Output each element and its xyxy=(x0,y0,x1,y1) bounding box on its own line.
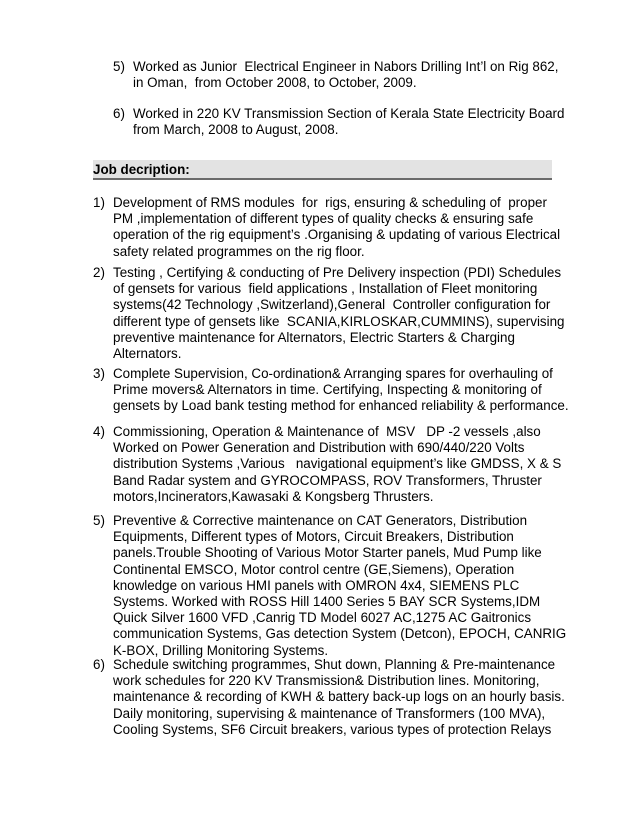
text-line: Worked on Power Generation and Distribution with 690/440/220 Volts xyxy=(113,440,525,456)
text-line: communication Systems, Gas detection System (Detcon), EPOCH, CANRIG xyxy=(113,626,567,642)
text-line: PM ,implementation of different types of quality checks & ensuring safe xyxy=(113,211,534,227)
list-number: 5) xyxy=(113,59,125,74)
list-number: 6) xyxy=(93,657,105,672)
list-number: 4) xyxy=(93,424,105,439)
text-line: Testing , Certifying & conducting of Pre Delivery inspection (PDI) Schedules xyxy=(113,265,562,280)
text-line: work schedules for 220 KV Transmission& Distribution lines. Monitoring, xyxy=(113,673,540,689)
job-description-heading-bar xyxy=(93,160,552,180)
text-line: Worked in 220 KV Transmission Section of Kerala State Electricity Board xyxy=(133,106,565,121)
text-line: preventive maintenance for Alternators, Electric Starters & Charging xyxy=(113,329,515,345)
text-line: Commissioning, Operation & Maintenance of MSV DP -2 vessels ,also xyxy=(113,424,541,439)
text-line: Preventive & Corrective maintenance on CAT Generators, Distribution xyxy=(113,513,528,528)
text-line: Prime movers& Alternators in time. Certifying, Inspecting & monitoring of xyxy=(113,382,542,398)
experience-text xyxy=(133,106,564,138)
text-line: Systems. Worked with ROSS Hill 1400 Series 5 BAY SCR Systems,IDM xyxy=(113,594,541,610)
text-line: Worked as Junior Electrical Engineer in Nabors Drilling Int’l on Rig 862, xyxy=(133,59,559,74)
text-line: gensets by Load bank testing method for enhanced reliability & performance. xyxy=(113,398,569,414)
text-line: Cooling Systems, SF6 Circuit breakers, various types of protection Relays xyxy=(113,721,552,737)
job-item-text xyxy=(113,657,565,738)
text-line: distribution Systems ,Various navigational equipment’s like GMDSS, X & S xyxy=(113,456,562,472)
job-item-text xyxy=(113,265,564,362)
experience-text xyxy=(133,59,558,91)
text-line: Schedule switching programmes, Shut down, Planning & Pre-maintenance xyxy=(113,657,556,672)
job-item-text xyxy=(113,195,560,260)
list-number: 2) xyxy=(93,265,105,280)
text-line: Complete Supervision, Co-ordination& Arranging spares for overhauling of xyxy=(113,366,553,381)
text-line: systems(42 Technology ,Switzerland),General Controller configuration for xyxy=(113,297,551,313)
text-line: safety related programmes on the rig floor. xyxy=(113,243,365,259)
text-line: knowledge on various HMI panels with OMRON 4x4, SIEMENS PLC xyxy=(113,577,520,593)
text-line: Daily monitoring, supervising & maintenance of Transformers (100 MVA), xyxy=(113,705,546,721)
text-line: panels.Trouble Shooting of Various Motor Starter panels, Mud Pump like xyxy=(113,545,542,561)
text-line: motors,Incinerators,Kawasaki & Kongsberg Thrusters. xyxy=(113,488,434,504)
list-number: 1) xyxy=(93,195,105,210)
text-line: Development of RMS modules for rigs, ensuring & scheduling of proper xyxy=(113,195,547,210)
text-line: different type of gensets like SCANIA,KIRLOSKAR,CUMMINS), supervising xyxy=(113,313,565,329)
text-line: maintenance & recording of KWH & battery back-up logs on an hourly basis. xyxy=(113,689,565,705)
text-line: Band Radar system and GYROCOMPASS, ROV Transformers, Thruster xyxy=(113,472,542,488)
list-number: 6) xyxy=(113,106,125,121)
text-line: operation of the rig equipment’s .Organising & updating of various Electrical xyxy=(113,227,561,243)
list-number: 3) xyxy=(93,366,105,381)
text-line: Alternators. xyxy=(113,346,182,362)
text-line: K-BOX, Drilling Monitoring Systems. xyxy=(113,642,329,658)
job-item-text xyxy=(113,424,561,505)
text-line: Continental EMSCO, Motor control centre (GE,Siemens), Operation xyxy=(113,561,515,577)
text-line: Quick Silver 1600 VFD ,Canrig TD Model 6027 AC,1275 AC Gaitronics xyxy=(113,610,532,626)
text-line: in Oman, from October 2008, to October, 2009. xyxy=(133,75,417,91)
text-line: Equipments, Different types of Motors, Circuit Breakers, Distribution xyxy=(113,529,514,545)
list-number: 5) xyxy=(93,513,105,528)
text-line: from March, 2008 to August, 2008. xyxy=(133,122,339,138)
text-line: of gensets for various field applications , Installation of Fleet monitoring xyxy=(113,281,538,297)
job-item-text xyxy=(113,513,566,659)
section-heading: Job decription: xyxy=(93,162,190,177)
job-item-text xyxy=(113,366,569,415)
